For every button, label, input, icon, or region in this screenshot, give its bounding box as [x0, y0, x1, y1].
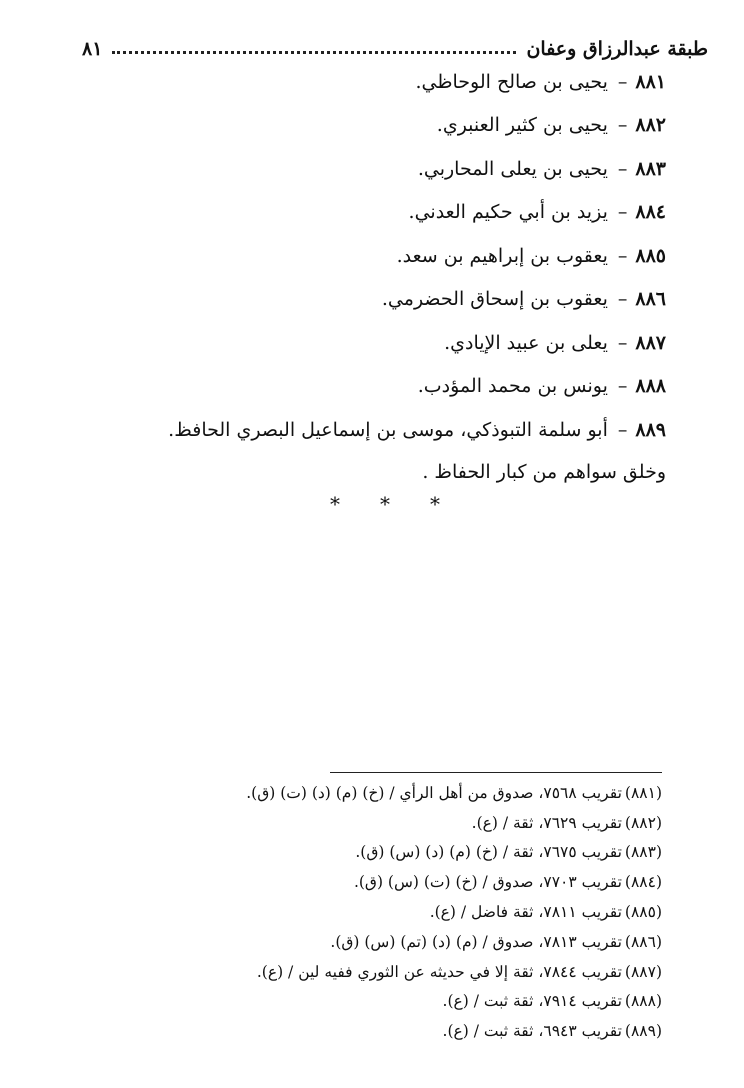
footnote-number: (٨٨٥) [624, 903, 662, 922]
page-number: ٨١ [82, 38, 103, 60]
footnote [100, 808, 662, 838]
footnote-number: (٨٨٨) [624, 992, 662, 1011]
entry-name: يعقوب بن إسحاق الحضرمي. [381, 288, 608, 311]
entry-name: يونس بن محمد المؤدب. [417, 375, 608, 398]
entry-dash: – [617, 375, 628, 398]
footnote [100, 838, 662, 868]
star-glyph: * [380, 492, 390, 516]
entry-number: ٨٨٨ [635, 375, 666, 398]
entry-dash: – [617, 157, 628, 180]
footnote-number: (٨٨٤) [624, 873, 662, 892]
footnote-text: تقريب ٧٨١٣، صدوق / (م) (د) (تم) (س) (ق). [330, 932, 622, 951]
entry-name: أبو سلمة التبوذكي، موسى بن إسماعيل البصري الحافظ. [168, 418, 608, 441]
footnote-text: تقريب ٧٩١٤، ثقة ثبت / (ع). [442, 992, 622, 1011]
entry-number: ٨٨٣ [635, 157, 666, 180]
footnote-number: (٨٨٩) [624, 1022, 662, 1041]
entry-name: يحيى بن يعلى المحاربي. [417, 157, 608, 180]
entry-dash: – [617, 70, 628, 93]
footnote-number: (٨٨٧) [624, 962, 662, 981]
entry-name: يحيى بن صالح الوحاظي. [415, 70, 608, 93]
footnote [100, 987, 662, 1017]
running-header [82, 30, 708, 60]
footnote [100, 897, 662, 927]
entry-name: يحيى بن كثير العنبري. [436, 114, 608, 137]
closing-line: وخلق سواهم من كبار الحفاظ . [422, 460, 666, 483]
entry-dash: – [617, 418, 628, 441]
entry-888 [60, 365, 666, 409]
footnote-text: تقريب ٧٧٠٣، صدوق / (خ) (ت) (س) (ق). [353, 873, 622, 892]
footnote [100, 778, 662, 808]
section-separator [330, 492, 440, 516]
entry-name: يزيد بن أبي حكيم العدني. [408, 201, 608, 224]
footnote-number: (٨٨١) [624, 783, 662, 802]
header-title: طبقة عبدالرزاق وعفان [526, 38, 708, 60]
entry-number: ٨٨٧ [635, 331, 666, 354]
entry-number: ٨٨٩ [635, 418, 666, 441]
footnote [100, 867, 662, 897]
entries-list [60, 60, 666, 492]
entry-883 [60, 147, 666, 191]
entry-name: يعقوب بن إبراهيم بن سعد. [396, 244, 608, 267]
footnote-text: تقريب ٧٦٢٩، ثقة / (ع). [471, 813, 622, 832]
footnote-number: (٨٨٣) [624, 843, 662, 862]
footnote-text: تقريب ٧٨٤٤، ثقة إلا في حديثه عن الثوري ففيه لين / (ع). [256, 962, 622, 981]
entry-885 [60, 234, 666, 278]
footnotes-list [100, 778, 662, 1046]
footnote [100, 927, 662, 957]
star-glyph: * [430, 492, 440, 516]
entry-886 [60, 278, 666, 322]
entry-dash: – [617, 288, 628, 311]
entry-887 [60, 321, 666, 365]
entry-name: يعلى بن عبيد الإيادي. [444, 331, 608, 354]
entry-884 [60, 191, 666, 235]
entry-number: ٨٨٢ [635, 114, 666, 137]
footnote [100, 957, 662, 987]
footnote-number: (٨٨٢) [624, 813, 662, 832]
entry-number: ٨٨٥ [635, 244, 666, 267]
footnote-text: تقريب ٧٦٧٥، ثقة / (خ) (م) (د) (س) (ق). [355, 843, 622, 862]
footnote-text: تقريب ٧٥٦٨، صدوق من أهل الرأي / (خ) (م) (د) (ت) (ق). [246, 783, 622, 802]
entry-dash: – [617, 244, 628, 267]
footnote-text: تقريب ٦٩٤٣، ثقة ثبت / (ع). [442, 1022, 622, 1041]
entry-882 [60, 104, 666, 148]
entry-dash: – [617, 331, 628, 354]
entry-number: ٨٨٦ [635, 288, 666, 311]
header-dot-leader [112, 51, 516, 54]
entry-number: ٨٨١ [635, 70, 666, 93]
star-glyph: * [330, 492, 340, 516]
entry-889 [60, 408, 666, 452]
footnote-number: (٨٨٦) [624, 932, 662, 951]
footnote [100, 1016, 662, 1046]
entry-881 [60, 60, 666, 104]
entry-dash: – [617, 201, 628, 224]
footnote-text: تقريب ٧٨١١، ثقة فاضل / (ع). [429, 903, 622, 922]
entry-number: ٨٨٤ [635, 201, 666, 224]
entry-dash: – [617, 114, 628, 137]
footnote-rule [330, 772, 662, 773]
